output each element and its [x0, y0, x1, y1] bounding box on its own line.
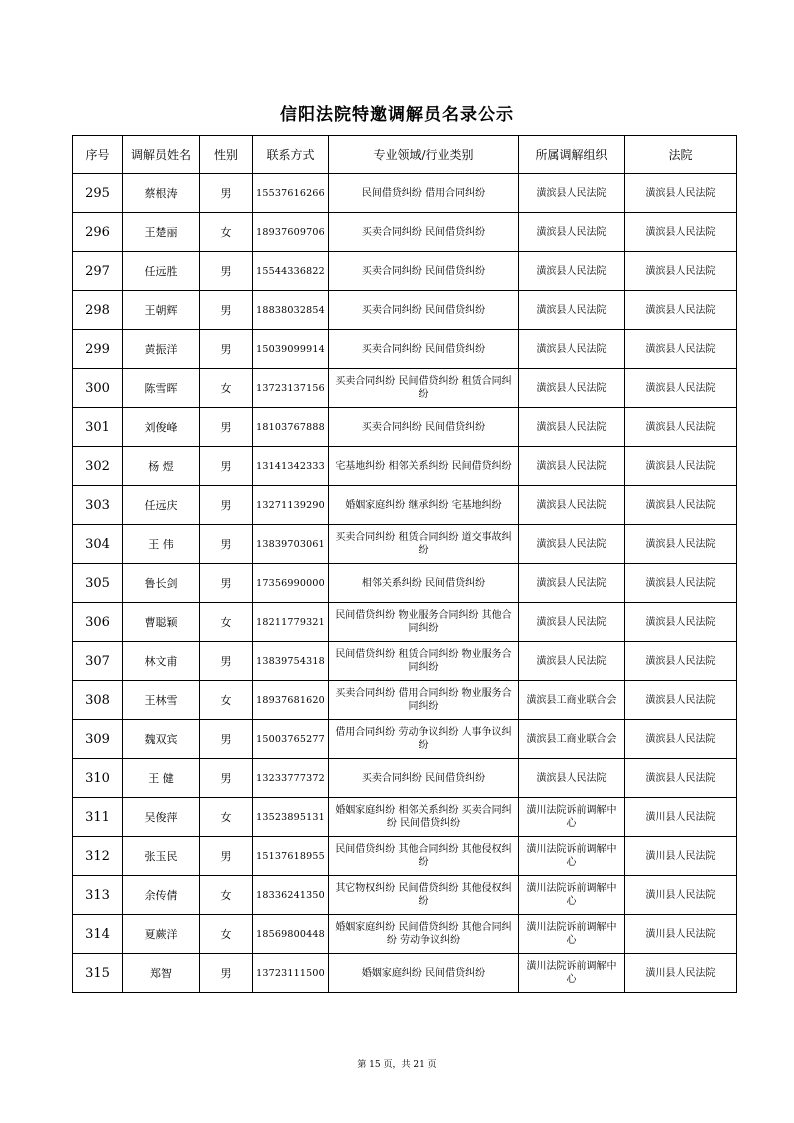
- cell-field: 买卖合同纠纷 民间借贷纠纷: [329, 330, 519, 369]
- cell-org: 潢滨县人民法院: [519, 603, 625, 642]
- header-name: 调解员姓名: [123, 136, 200, 174]
- cell-phone: 15544336822: [253, 252, 329, 291]
- cell-court: 潢滨县人民法院: [625, 252, 737, 291]
- cell-field: 买卖合同纠纷 民间借贷纠纷: [329, 759, 519, 798]
- cell-field: 买卖合同纠纷 民间借贷纠纷: [329, 213, 519, 252]
- cell-gender: 男: [200, 174, 253, 213]
- cell-gender: 女: [200, 681, 253, 720]
- cell-seq: 307: [73, 642, 123, 681]
- cell-seq: 313: [73, 876, 123, 915]
- cell-name: 郑智: [123, 954, 200, 993]
- cell-seq: 305: [73, 564, 123, 603]
- cell-name: 魏双宾: [123, 720, 200, 759]
- cell-seq: 314: [73, 915, 123, 954]
- cell-field: 婚姻家庭纠纷 民间借贷纠纷: [329, 954, 519, 993]
- cell-gender: 女: [200, 213, 253, 252]
- cell-phone: 18211779321: [253, 603, 329, 642]
- table-row: [73, 915, 737, 954]
- cell-court: 潢滨县人民法院: [625, 486, 737, 525]
- cell-org: 潢川法院诉前调解中心: [519, 876, 625, 915]
- cell-name: 王 伟: [123, 525, 200, 564]
- cell-seq: 309: [73, 720, 123, 759]
- cell-field: 借用合同纠纷 劳动争议纠纷 人事争议纠纷: [329, 720, 519, 759]
- header-field: 专业领域/行业类别: [329, 136, 519, 174]
- cell-org: 潢川法院诉前调解中心: [519, 798, 625, 837]
- table-row: [73, 408, 737, 447]
- header-gender: 性别: [200, 136, 253, 174]
- table-row: [73, 798, 737, 837]
- cell-seq: 308: [73, 681, 123, 720]
- cell-phone: 13271139290: [253, 486, 329, 525]
- cell-gender: 男: [200, 330, 253, 369]
- cell-seq: 298: [73, 291, 123, 330]
- cell-court: 潢滨县人民法院: [625, 447, 737, 486]
- cell-seq: 296: [73, 213, 123, 252]
- cell-org: 潢滨县人民法院: [519, 486, 625, 525]
- cell-court: 潢滨县人民法院: [625, 213, 737, 252]
- cell-seq: 302: [73, 447, 123, 486]
- table-row: [73, 837, 737, 876]
- cell-org: 潢滨县人民法院: [519, 252, 625, 291]
- cell-name: 王楚丽: [123, 213, 200, 252]
- cell-name: 蔡根涛: [123, 174, 200, 213]
- cell-org: 潢滨县人民法院: [519, 213, 625, 252]
- table-header-row: [73, 136, 737, 174]
- cell-field: 婚姻家庭纠纷 相邻关系纠纷 买卖合同纠纷 民间借贷纠纷: [329, 798, 519, 837]
- table-row: [73, 759, 737, 798]
- cell-seq: 295: [73, 174, 123, 213]
- cell-court: 潢川县人民法院: [625, 954, 737, 993]
- cell-name: 余传倩: [123, 876, 200, 915]
- cell-field: 婚姻家庭纠纷 民间借贷纠纷 其他合同纠纷 劳动争议纠纷: [329, 915, 519, 954]
- cell-field: 民间借贷纠纷 借用合同纠纷: [329, 174, 519, 213]
- table-row: [73, 291, 737, 330]
- cell-name: 杨 煜: [123, 447, 200, 486]
- cell-seq: 300: [73, 369, 123, 408]
- cell-court: 潢滨县人民法院: [625, 369, 737, 408]
- cell-phone: 17356990000: [253, 564, 329, 603]
- cell-field: 民间借贷纠纷 租赁合同纠纷 物业服务合同纠纷: [329, 642, 519, 681]
- cell-seq: 304: [73, 525, 123, 564]
- cell-gender: 男: [200, 525, 253, 564]
- cell-phone: 13141342333: [253, 447, 329, 486]
- cell-org: 潢滨县人民法院: [519, 564, 625, 603]
- cell-field: 其它物权纠纷 民间借贷纠纷 其他侵权纠纷: [329, 876, 519, 915]
- cell-gender: 男: [200, 486, 253, 525]
- cell-gender: 女: [200, 876, 253, 915]
- cell-phone: 15039099914: [253, 330, 329, 369]
- cell-phone: 18569800448: [253, 915, 329, 954]
- cell-court: 潢川县人民法院: [625, 837, 737, 876]
- cell-phone: 18937609706: [253, 213, 329, 252]
- cell-name: 刘俊峰: [123, 408, 200, 447]
- table-row: [73, 213, 737, 252]
- cell-gender: 男: [200, 720, 253, 759]
- header-org: 所属调解组织: [519, 136, 625, 174]
- cell-court: 潢川县人民法院: [625, 915, 737, 954]
- cell-seq: 301: [73, 408, 123, 447]
- cell-phone: 15537616266: [253, 174, 329, 213]
- table-row: [73, 876, 737, 915]
- cell-phone: 15003765277: [253, 720, 329, 759]
- cell-gender: 女: [200, 915, 253, 954]
- cell-org: 潢滨县人民法院: [519, 174, 625, 213]
- table-row: [73, 252, 737, 291]
- cell-field: 买卖合同纠纷 民间借贷纠纷: [329, 408, 519, 447]
- cell-seq: 299: [73, 330, 123, 369]
- cell-name: 任远胜: [123, 252, 200, 291]
- cell-seq: 306: [73, 603, 123, 642]
- cell-court: 潢滨县人民法院: [625, 642, 737, 681]
- cell-court: 潢滨县人民法院: [625, 603, 737, 642]
- cell-gender: 男: [200, 564, 253, 603]
- cell-gender: 女: [200, 603, 253, 642]
- cell-seq: 315: [73, 954, 123, 993]
- table-row: [73, 486, 737, 525]
- cell-org: 潢滨县工商业联合会: [519, 681, 625, 720]
- table-row: [73, 174, 737, 213]
- cell-phone: 13723111500: [253, 954, 329, 993]
- cell-org: 潢滨县人民法院: [519, 330, 625, 369]
- cell-field: 民间借贷纠纷 其他合同纠纷 其他侵权纠纷: [329, 837, 519, 876]
- cell-name: 张玉民: [123, 837, 200, 876]
- cell-seq: 310: [73, 759, 123, 798]
- table-row: [73, 447, 737, 486]
- cell-name: 王林雪: [123, 681, 200, 720]
- cell-phone: 18838032854: [253, 291, 329, 330]
- cell-gender: 男: [200, 954, 253, 993]
- cell-gender: 男: [200, 759, 253, 798]
- cell-gender: 女: [200, 798, 253, 837]
- cell-seq: 303: [73, 486, 123, 525]
- cell-phone: 18336241350: [253, 876, 329, 915]
- cell-court: 潢滨县人民法院: [625, 564, 737, 603]
- cell-org: 潢滨县人民法院: [519, 759, 625, 798]
- cell-court: 潢滨县人民法院: [625, 408, 737, 447]
- cell-gender: 男: [200, 291, 253, 330]
- cell-name: 鲁长剑: [123, 564, 200, 603]
- cell-org: 潢川法院诉前调解中心: [519, 915, 625, 954]
- cell-phone: 13723137156: [253, 369, 329, 408]
- cell-phone: 13233777372: [253, 759, 329, 798]
- cell-phone: 18103767888: [253, 408, 329, 447]
- table-row: [73, 369, 737, 408]
- table-row: [73, 642, 737, 681]
- cell-court: 潢川县人民法院: [625, 798, 737, 837]
- page-title: 信阳法院特邀调解员名录公示: [280, 105, 514, 125]
- cell-phone: 18937681620: [253, 681, 329, 720]
- cell-court: 潢滨县人民法院: [625, 174, 737, 213]
- cell-court: 潢川县人民法院: [625, 876, 737, 915]
- cell-phone: 13839703061: [253, 525, 329, 564]
- cell-name: 王 健: [123, 759, 200, 798]
- cell-gender: 女: [200, 369, 253, 408]
- cell-org: 潢川法院诉前调解中心: [519, 837, 625, 876]
- cell-gender: 男: [200, 837, 253, 876]
- cell-org: 潢川法院诉前调解中心: [519, 954, 625, 993]
- cell-gender: 男: [200, 408, 253, 447]
- cell-org: 潢滨县人民法院: [519, 642, 625, 681]
- cell-org: 潢滨县工商业联合会: [519, 720, 625, 759]
- cell-phone: 15137618955: [253, 837, 329, 876]
- mediator-roster-table: [72, 135, 737, 993]
- cell-seq: 312: [73, 837, 123, 876]
- table-row: [73, 720, 737, 759]
- cell-seq: 297: [73, 252, 123, 291]
- cell-name: 夏蕨洋: [123, 915, 200, 954]
- cell-court: 潢滨县人民法院: [625, 681, 737, 720]
- cell-seq: 311: [73, 798, 123, 837]
- cell-org: 潢滨县人民法院: [519, 525, 625, 564]
- cell-phone: 13839754318: [253, 642, 329, 681]
- cell-field: 买卖合同纠纷 借用合同纠纷 物业服务合同纠纷: [329, 681, 519, 720]
- cell-field: 买卖合同纠纷 民间借贷纠纷: [329, 291, 519, 330]
- cell-gender: 男: [200, 642, 253, 681]
- cell-gender: 男: [200, 252, 253, 291]
- cell-name: 陈雪晖: [123, 369, 200, 408]
- cell-org: 潢滨县人民法院: [519, 291, 625, 330]
- table-row: [73, 564, 737, 603]
- cell-name: 曹聪颖: [123, 603, 200, 642]
- page-footer: 第 15 页，共 21 页: [357, 1060, 437, 1070]
- cell-field: 宅基地纠纷 相邻关系纠纷 民间借贷纠纷: [329, 447, 519, 486]
- cell-field: 相邻关系纠纷 民间借贷纠纷: [329, 564, 519, 603]
- cell-name: 吴俊萍: [123, 798, 200, 837]
- cell-field: 民间借贷纠纷 物业服务合同纠纷 其他合同纠纷: [329, 603, 519, 642]
- cell-field: 买卖合同纠纷 租赁合同纠纷 道交事故纠纷: [329, 525, 519, 564]
- cell-court: 潢滨县人民法院: [625, 525, 737, 564]
- cell-name: 任远庆: [123, 486, 200, 525]
- table-row: [73, 603, 737, 642]
- header-phone: 联系方式: [253, 136, 329, 174]
- cell-court: 潢滨县人民法院: [625, 720, 737, 759]
- cell-field: 婚姻家庭纠纷 继承纠纷 宅基地纠纷: [329, 486, 519, 525]
- table-row: [73, 954, 737, 993]
- table-row: [73, 681, 737, 720]
- cell-court: 潢滨县人民法院: [625, 330, 737, 369]
- cell-name: 林文甫: [123, 642, 200, 681]
- cell-gender: 男: [200, 447, 253, 486]
- table-row: [73, 525, 737, 564]
- cell-org: 潢滨县人民法院: [519, 369, 625, 408]
- header-seq: 序号: [73, 136, 123, 174]
- cell-phone: 13523895131: [253, 798, 329, 837]
- cell-name: 王朝辉: [123, 291, 200, 330]
- header-court: 法院: [625, 136, 737, 174]
- cell-org: 潢滨县人民法院: [519, 447, 625, 486]
- cell-field: 买卖合同纠纷 民间借贷纠纷 租赁合同纠纷: [329, 369, 519, 408]
- cell-org: 潢滨县人民法院: [519, 408, 625, 447]
- cell-court: 潢滨县人民法院: [625, 759, 737, 798]
- cell-court: 潢滨县人民法院: [625, 291, 737, 330]
- cell-field: 买卖合同纠纷 民间借贷纠纷: [329, 252, 519, 291]
- table-row: [73, 330, 737, 369]
- cell-name: 黄振洋: [123, 330, 200, 369]
